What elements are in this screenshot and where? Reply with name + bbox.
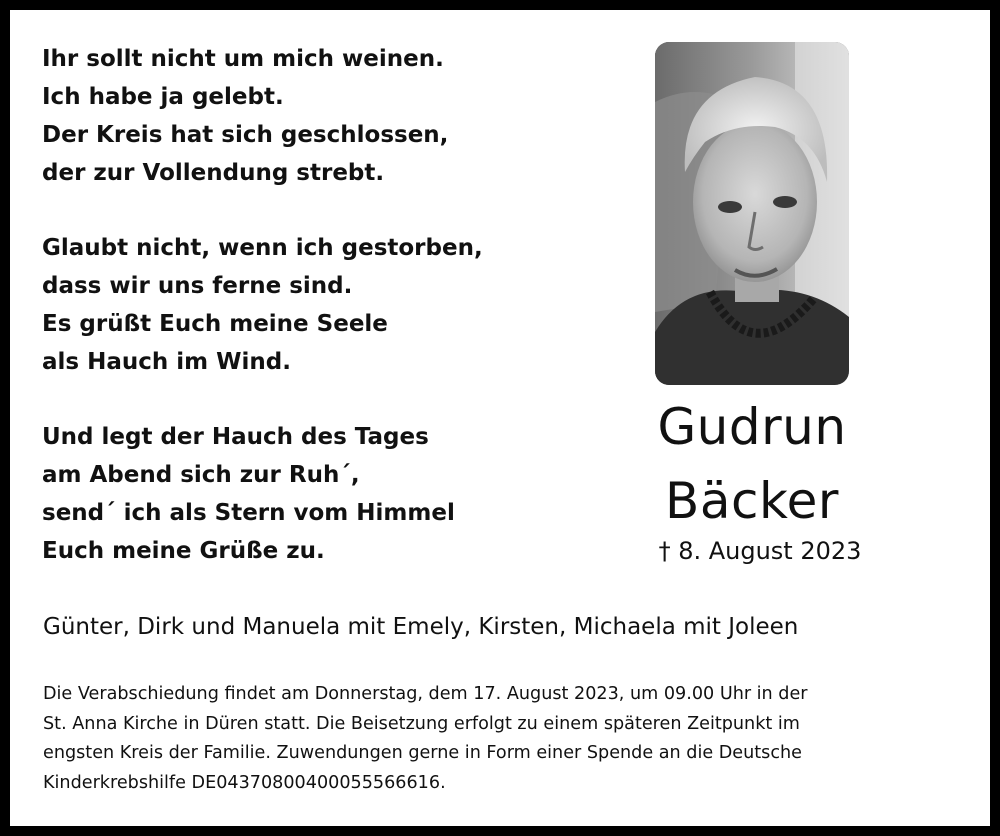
- poem-line: Und legt der Hauch des Tages: [42, 424, 429, 450]
- poem-line: dass wir uns ferne sind.: [42, 273, 353, 299]
- family-names: Günter, Dirk und Manuela mit Emely, Kirsten, Michaela mit Joleen: [43, 614, 799, 640]
- poem-stanza: [42, 229, 562, 381]
- poem-line: Euch meine Grüße zu.: [42, 538, 325, 564]
- poem-line: Es grüßt Euch meine Seele: [42, 311, 388, 337]
- portrait-photo: [655, 42, 849, 385]
- deceased-last-name: Bäcker: [665, 472, 839, 530]
- poem-line: Ihr sollt nicht um mich weinen.: [42, 46, 444, 72]
- death-date: † 8. August 2023: [658, 537, 862, 565]
- poem-stanza: [42, 40, 562, 192]
- poem-line: Der Kreis hat sich geschlossen,: [42, 122, 449, 148]
- service-line: Die Verabschiedung findet am Donnerstag, dem 17. August 2023, um 09.00 Uhr in der: [43, 684, 808, 704]
- poem-line: Ich habe ja gelebt.: [42, 84, 284, 110]
- poem-line: der zur Vollendung strebt.: [42, 160, 385, 186]
- service-information: [43, 680, 973, 798]
- service-line: Kinderkrebshilfe DE04370800400055566616.: [43, 772, 446, 793]
- poem: [42, 40, 562, 607]
- poem-line: Glaubt nicht, wenn ich gestorben,: [42, 235, 483, 261]
- poem-line: als Hauch im Wind.: [42, 349, 291, 375]
- poem-stanza: [42, 418, 562, 570]
- obituary-notice: [10, 10, 990, 826]
- service-line: St. Anna Kirche in Düren statt. Die Beisetzung erfolgt zu einem späteren Zeitpunkt im: [43, 713, 800, 734]
- poem-line: send´ ich als Stern vom Himmel: [42, 500, 455, 526]
- service-line: engsten Kreis der Familie. Zuwendungen gerne in Form einer Spende an die Deutsche: [43, 743, 802, 763]
- poem-line: am Abend sich zur Ruh´,: [42, 462, 360, 488]
- deceased-first-name: Gudrun: [657, 398, 847, 456]
